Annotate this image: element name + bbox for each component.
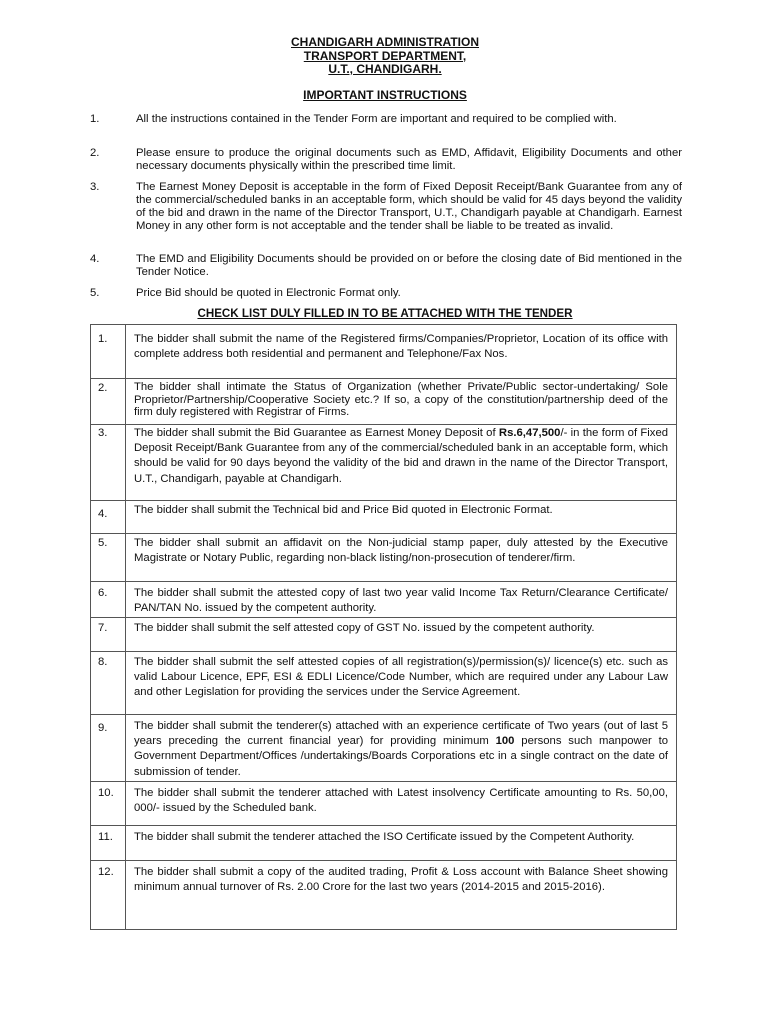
- instruction-text: The Earnest Money Deposit is acceptable in the form of Fixed Deposit Receipt/Bank Guarantee from any of the commercial/scheduled banks in an acceptable form, which should be valid for 45 days beyond the validity of the bid and drawn in the name of the Director Transport, U.T., Chandigarh payable at Chandigarh. Earnest Money in any other form is not acceptable and the tender shall be liable to be treated as invalid.: [136, 181, 682, 232]
- instruction-text: Price Bid should be quoted in Electronic Format only.: [136, 287, 401, 299]
- checklist-text: The bidder shall submit the name of the Registered firms/Companies/Proprietor, Location of its office with complete address both residential and permanent and Telephone/Fax Nos.: [134, 333, 668, 361]
- header-line-department: TRANSPORT DEPARTMENT,: [303, 48, 467, 63]
- checklist-number: 7.: [98, 622, 108, 634]
- checklist-number: 12.: [98, 866, 114, 878]
- manpower-count: 100: [495, 735, 515, 748]
- checklist-text: The bidder shall intimate the Status of Organization (whether Private/Public sector-undertaking/ Sole Proprietor/Partnership/Cooperative Society etc.? If so, a copy of the constitution/partnership deed of the firm duly registered with Registrar of Firms.: [134, 381, 668, 419]
- checklist-number: 1.: [98, 333, 108, 345]
- checklist-text: The bidder shall submit an affidavit on the Non-judicial stamp paper, duly attested by the Executive Magistrate or Notary Public, regarding non-black listing/non-prosecution of tenderer/firm.: [134, 537, 668, 565]
- checklist-text-part: The bidder shall submit the tenderer(s) attached with an experience certificate of Two years (out of last 5 years preceding the current financial year) for providing minimum: [134, 720, 668, 748]
- instruction-number: 5.: [90, 287, 100, 299]
- checklist-text: The bidder shall submit a copy of the audited trading, Profit & Loss account with Balance Sheet showing minimum annual turnover of Rs. 2.00 Crore for the last two years (2014-2015 and 2015-2016).: [134, 866, 668, 894]
- table-row-divider: [90, 581, 677, 582]
- table-row-divider: [90, 825, 677, 826]
- checklist-text: [134, 719, 668, 780]
- table-row-divider: [90, 533, 677, 534]
- instruction-number: 2.: [90, 147, 100, 159]
- checklist-number: 6.: [98, 587, 108, 599]
- table-row-divider: [90, 781, 677, 782]
- table-row-divider: [90, 500, 677, 501]
- table-column-divider: [125, 324, 126, 930]
- instruction-number: 1.: [90, 113, 100, 125]
- checklist-text-part: persons such manpower to Government Department/Offices /undertakings/Boards Corporations etc in a single contract on the date of submission of tender.: [134, 735, 668, 778]
- checklist-number: 4.: [98, 508, 108, 520]
- instruction-text: All the instructions contained in the Tender Form are important and required to be complied with.: [136, 113, 617, 125]
- checklist-text: The bidder shall submit the tenderer attached with Latest insolvency Certificate amounting to Rs. 50,00, 000/- issued by the Scheduled bank.: [134, 787, 668, 815]
- checklist-number: 5.: [98, 537, 108, 549]
- checklist-number: 2.: [98, 382, 108, 394]
- table-row-divider: [90, 714, 677, 715]
- checklist-title: CHECK LIST DULY FILLED IN TO BE ATTACHED WITH THE TENDER: [197, 307, 573, 320]
- instructions-title: IMPORTANT INSTRUCTIONS: [303, 88, 467, 102]
- instruction-text: Please ensure to produce the original documents such as EMD, Affidavit, Eligibility Documents and other necessary documents physically within the prescribed time limit.: [136, 147, 682, 172]
- table-row-divider: [90, 617, 677, 618]
- table-row-divider: [90, 860, 677, 861]
- checklist-number: 9.: [98, 722, 108, 734]
- instruction-number: 3.: [90, 181, 100, 193]
- table-row-divider: [90, 651, 677, 652]
- header-line-administration: CHANDIGARH ADMINISTRATION: [291, 35, 479, 49]
- checklist-text: [134, 426, 668, 487]
- header-line-location: U.T., CHANDIGARH.: [328, 62, 442, 76]
- table-row-divider: [90, 424, 677, 425]
- document-header: [0, 36, 770, 77]
- checklist-text: The bidder shall submit the Technical bid and Price Bid quoted in Electronic Format.: [134, 504, 553, 516]
- emd-amount: Rs.6,47,500: [498, 427, 561, 439]
- checklist-text: The bidder shall submit the tenderer attached the ISO Certificate issued by the Competent Authority.: [134, 831, 635, 843]
- checklist-text: The bidder shall submit the self attested copy of GST No. issued by the competent authority.: [134, 622, 595, 634]
- checklist-number: 8.: [98, 656, 108, 668]
- checklist-text: The bidder shall submit the attested copy of last two year valid Income Tax Return/Clearance Certificate/ PAN/TAN No. issued by the competent authority.: [134, 587, 668, 615]
- checklist-number: 3.: [98, 427, 108, 439]
- instruction-text: The EMD and Eligibility Documents should be provided on or before the closing date of Bid mentioned in the Tender Notice.: [136, 253, 682, 278]
- checklist-text-part: The bidder shall submit the Bid Guarantee as Earnest Money Deposit of: [134, 427, 499, 439]
- checklist-number: 10.: [98, 787, 114, 799]
- checklist-text-part: /- in the form of Fixed Deposit Receipt/Bank Guarantee from any of the commercial/scheduled bank in an acceptable form, which should be valid for 90 days beyond the validity of the bid and drawn in the name of the Director Transport, U.T., Chandigarh, payable at Chandigarh.: [134, 427, 669, 485]
- checklist-text: The bidder shall submit the self attested copies of all registration(s)/permission(s)/ licence(s) etc. such as valid Labour Licence, EPF, ESI & EDLI Licence/Code Number, which are required under any Labour Law and other Legislation for providing the services under the Service Agreement.: [134, 656, 668, 699]
- table-row-divider: [90, 378, 677, 379]
- instruction-number: 4.: [90, 253, 100, 265]
- checklist-number: 11.: [98, 831, 113, 843]
